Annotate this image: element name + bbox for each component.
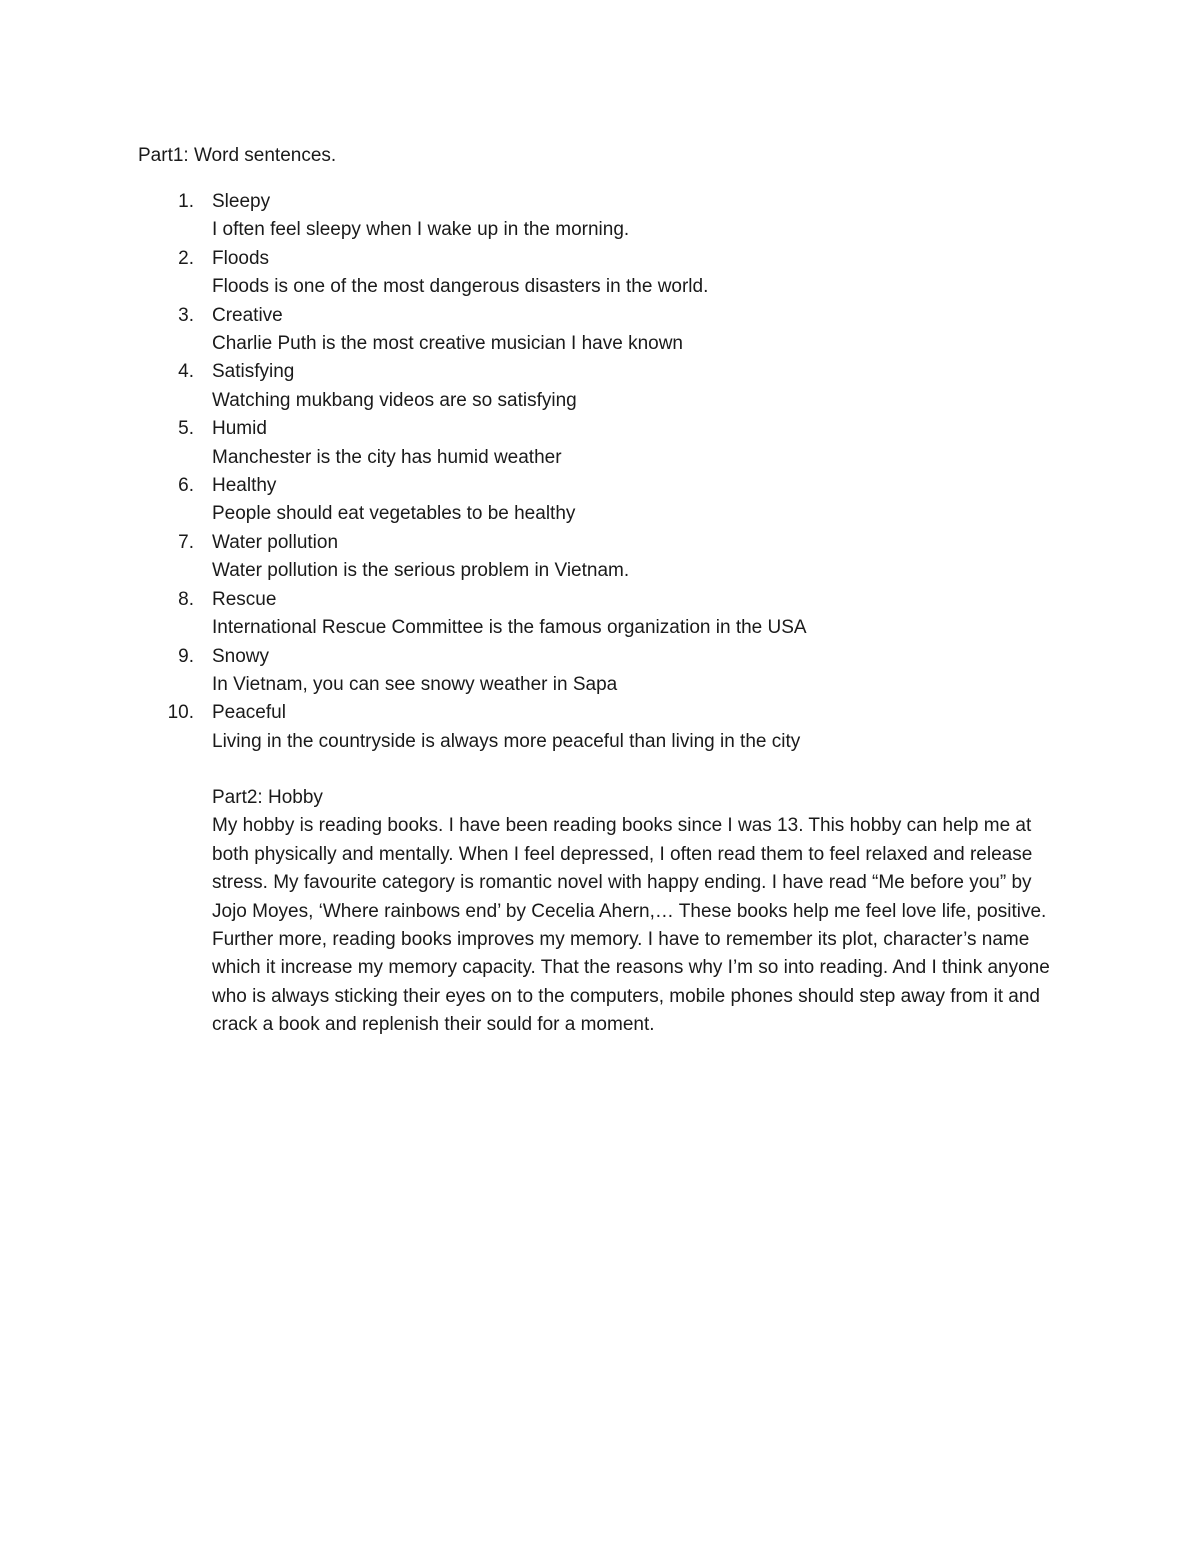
- item-word: Sleepy: [212, 191, 271, 212]
- item-number: 3.: [178, 304, 194, 326]
- list-item: [138, 302, 1098, 359]
- item-sentence: Charlie Puth is the most creative musician I have known: [212, 333, 683, 355]
- list-item: [138, 415, 1098, 472]
- item-number: 7.: [178, 531, 194, 553]
- item-word: Satisfying: [212, 361, 295, 383]
- item-word: Water pollution: [212, 531, 339, 553]
- list-item: [138, 188, 1098, 245]
- item-number: 2.: [178, 247, 194, 269]
- list-item: [138, 699, 1098, 756]
- list-item: [138, 643, 1098, 700]
- item-sentence: People should eat vegetables to be healthy: [212, 503, 576, 525]
- list-item: [138, 586, 1098, 643]
- item-word: Humid: [212, 418, 267, 440]
- list-item: [138, 245, 1098, 302]
- item-sentence: Watching mukbang videos are so satisfying: [212, 389, 577, 411]
- word-list: [138, 188, 1098, 756]
- item-sentence: Living in the countryside is always more peaceful than living in the city: [212, 730, 801, 752]
- item-number: 5.: [178, 418, 194, 440]
- item-word: Rescue: [212, 588, 277, 610]
- item-number: 4.: [178, 361, 194, 383]
- list-item: [138, 358, 1098, 415]
- part2-section: [212, 784, 1062, 1040]
- item-number: 1.: [178, 191, 194, 212]
- item-sentence: Manchester is the city has humid weather: [212, 446, 562, 468]
- item-sentence: Floods is one of the most dangerous disasters in the world.: [212, 276, 709, 298]
- part2-paragraph: My hobby is reading books. I have been reading books since I was 13. This hobby can help me at both physically and mentally. When I feel depressed, I often read them to feel relaxed and release stress. My favourite category is romantic novel with happy ending. I have read “Me before you” by Jojo Moyes, ‘Where rainbows end’ by Cecelia Ahern,… These books help me feel love life, positive. Further more, reading books improves my memory. I have to remember its plot, character’s name which it increase my memory capacity. That the reasons why I’m so into reading. And I think anyone who is always sticking their eyes on to the computers, mobile phones should step away from it and crack a book and replenish their sould for a moment.: [212, 815, 1050, 1036]
- item-sentence: I often feel sleepy when I wake up in the morning.: [212, 219, 630, 241]
- item-number: 10.: [167, 702, 194, 724]
- item-word: Floods: [212, 247, 270, 269]
- list-item: [138, 529, 1098, 586]
- item-number: 9.: [178, 645, 194, 667]
- item-sentence: International Rescue Committee is the famous organization in the USA: [212, 617, 807, 639]
- item-sentence: In Vietnam, you can see snowy weather in Sapa: [212, 673, 618, 695]
- item-word: Snowy: [212, 645, 270, 667]
- part2-heading: Part2: Hobby: [212, 787, 323, 808]
- item-word: Healthy: [212, 475, 277, 497]
- item-number: 8.: [178, 588, 194, 610]
- item-word: Creative: [212, 304, 283, 326]
- part1-heading: Part1: Word sentences.: [138, 145, 337, 166]
- item-word: Peaceful: [212, 702, 286, 724]
- item-sentence: Water pollution is the serious problem in Vietnam.: [212, 560, 630, 582]
- list-item: [138, 472, 1098, 529]
- item-number: 6.: [178, 475, 194, 497]
